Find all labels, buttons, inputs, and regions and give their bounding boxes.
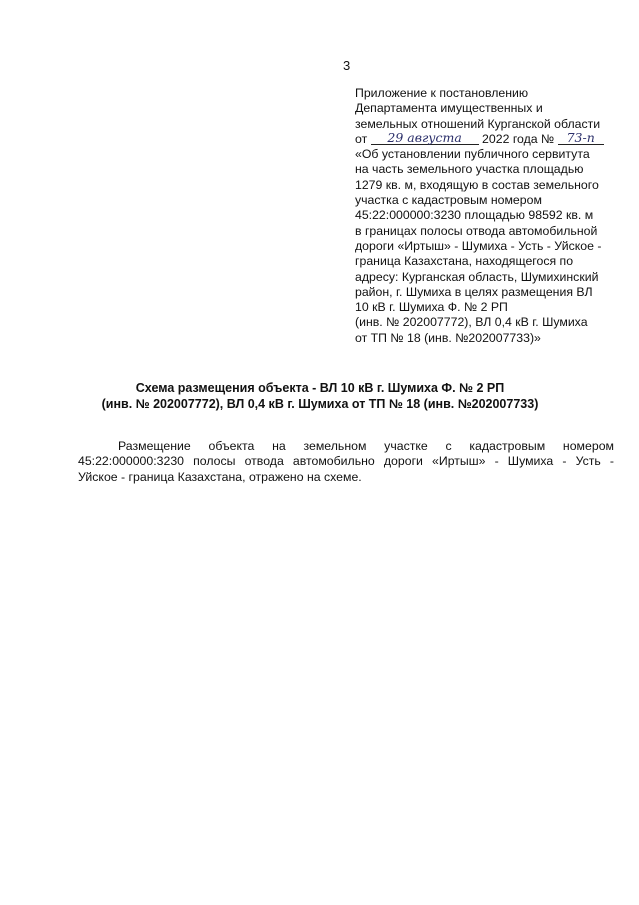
appendix-header [355, 86, 620, 346]
appendix-line: граница Казахстана, находящегося по [355, 254, 574, 269]
appendix-line: район, г. Шумиха в целях размещения ВЛ [355, 284, 593, 299]
appendix-line: 45:22:000000:3230 площадью 98592 кв. м [355, 208, 594, 223]
title-line: (инв. № 202007772), ВЛ 0,4 кВ г. Шумиха от ТП № 18 (инв. №202007733) [101, 397, 539, 411]
handwritten-number: 73-п [558, 131, 604, 145]
body-paragraph [78, 439, 614, 485]
paragraph-line: Размещение объекта на земельном участке с кадастровым номером [118, 439, 614, 453]
appendix-line: Приложение к постановлению [355, 86, 529, 100]
page-number: 3 [343, 58, 351, 73]
appendix-date-line [355, 129, 620, 147]
date-prefix: от [355, 131, 368, 146]
appendix-line: Департамента имущественных и [355, 101, 543, 116]
appendix-line: в границах полосы отвода автомобильной [355, 223, 598, 238]
year-text: 2022 года № [482, 131, 555, 146]
appendix-line: 10 кВ г. Шумиха Ф. № 2 РП [355, 300, 508, 315]
paragraph-line: Уйское - граница Казахстана, отражено на схеме. [78, 469, 362, 484]
handwritten-date: 29 августа [371, 131, 479, 145]
document-title [20, 380, 620, 412]
appendix-line: «Об установлении публичного сервитута [355, 147, 590, 162]
appendix-line: адресу: Курганская область, Шумихинский [355, 269, 599, 284]
paragraph-line: 45:22:000000:3230 полосы отвода автомобильно дороги «Иртыш» - Шумиха - Усть - [78, 454, 614, 469]
appendix-line: земельных отношений Курганской области [355, 116, 601, 131]
appendix-line: (инв. № 202007772), ВЛ 0,4 кВ г. Шумиха [355, 315, 588, 330]
appendix-line: участка с кадастровым номером [355, 193, 542, 208]
appendix-line: дороги «Иртыш» - Шумиха - Усть - Уйское - [355, 238, 602, 253]
title-line: Схема размещения объекта - ВЛ 10 кВ г. Шумиха Ф. № 2 РП [135, 381, 505, 395]
appendix-line: 1279 кв. м, входящую в состав земельного [355, 177, 599, 192]
appendix-line: от ТП № 18 (инв. №202007733)» [355, 330, 541, 345]
appendix-line: на часть земельного участка площадью [355, 162, 584, 177]
